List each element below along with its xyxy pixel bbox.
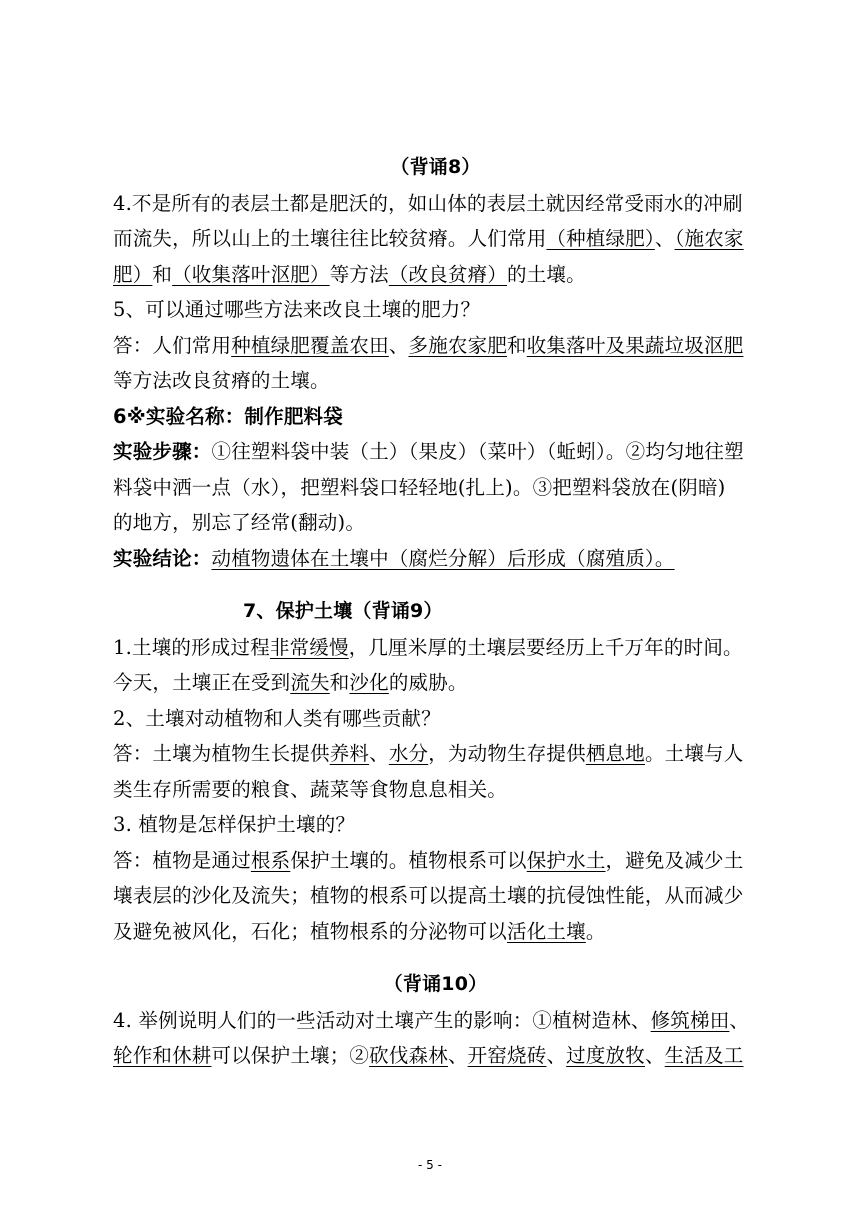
underlined-answer: 养料 (329, 742, 370, 765)
text-line (113, 363, 758, 399)
text-segment: 。土壤与人 (644, 742, 744, 765)
bold-label: 实验步骤： (113, 440, 212, 463)
section-heading (113, 594, 758, 630)
underlined-answer: 生活及工 (664, 1044, 744, 1067)
section-heading (113, 150, 758, 186)
underlined-answer: 动植物遗体在土壤中（腐烂分解）后形成（腐殖质）。 (211, 546, 675, 570)
text-line (113, 1038, 758, 1074)
text-segment: 答：土壤为植物生长提供 (113, 742, 330, 765)
text-line (113, 399, 758, 435)
bold-label: 实验结论： (113, 546, 212, 570)
text-segment: 、 (729, 1008, 750, 1032)
underlined-answer: 根系 (250, 848, 291, 872)
underlined-answer: 非常缓慢 (269, 635, 349, 659)
text-segment: ，避免及减少土 (605, 848, 744, 872)
text-line (113, 736, 758, 772)
underlined-answer: 砍伐森林 (369, 1044, 448, 1067)
underlined-answer: 水分 (388, 742, 429, 765)
text-segment: （背诵8） (390, 156, 481, 178)
text-segment: 等方法改良贫瘠的土壤。 (113, 369, 330, 392)
underlined-answer: 轮作和休耕 (113, 1044, 212, 1067)
text-line (113, 186, 758, 222)
text-line (113, 701, 758, 737)
text-segment: 和 (507, 333, 527, 357)
text-line (113, 665, 758, 701)
text-line (113, 292, 758, 328)
text-segment: 4. 举例说明人们的一些活动对土壤产生的影响：①植树造林、 (113, 1008, 651, 1032)
underlined-answer: 活化土壤 (507, 919, 586, 943)
text-segment: 4.不是所有的表层土都是肥沃的，如山体的表层土就因经常受雨水的冲刷 (113, 191, 743, 215)
text-segment: 、 (369, 742, 389, 765)
text-segment: ①往塑料袋中装（土）（果皮）（菜叶）（蚯蚓）。②均匀地往塑 (211, 440, 744, 463)
underlined-answer: 沙化 (349, 671, 389, 694)
underlined-answer: 开窑烧砖 (467, 1044, 547, 1067)
text-segment: 料袋中洒一点（水），把塑料袋口轻轻地(扎上)。③把塑料袋放在(阴暗) (113, 475, 726, 499)
text-segment: 7、保护土壤（背诵9） (243, 600, 443, 622)
text-line (113, 807, 758, 843)
text-segment: ，为动物生存提供 (428, 742, 586, 765)
text-line (113, 257, 758, 293)
text-segment: 等方法 (329, 262, 389, 286)
document-page (113, 150, 758, 1074)
text-segment: 答：人们常用 (113, 333, 232, 357)
underlined-answer: （改良贫瘠） (388, 262, 508, 286)
text-line (113, 843, 758, 879)
underlined-answer: 种植绿肥覆盖农田 (231, 333, 389, 357)
text-segment: 和 (152, 262, 173, 286)
underlined-answer: 栖息地 (585, 742, 645, 765)
text-segment: 、 (388, 333, 409, 357)
text-segment: 而流失，所以山上的土壤往往比较贫瘠。人们常用 (113, 227, 547, 250)
text-line (113, 878, 758, 914)
text-segment: 5、可以通过哪些方法来改良土壤的肥力？ (113, 298, 481, 321)
text-segment: 类生存所需要的粮食、蔬菜等食物息息相关。 (113, 777, 508, 801)
text-segment: 3. 植物是怎样保护土壤的？ (113, 813, 356, 836)
underlined-answer: 保护水土 (526, 848, 606, 872)
text-segment: 的土壤。 (507, 262, 586, 286)
text-line (113, 541, 758, 577)
text-segment: 、 (546, 1044, 567, 1067)
text-segment: ，几厘米厚的土壤层要经历上千万年的时间。 (348, 635, 743, 659)
underlined-answer: 修筑梯田 (650, 1008, 730, 1032)
underlined-answer: （种植绿肥） (546, 227, 655, 250)
text-segment: 可以保护土壤；② (211, 1044, 370, 1067)
text-segment: 的地方，别忘了经常(翻动)。 (113, 511, 366, 534)
text-segment: 1.土壤的形成过程 (113, 635, 270, 659)
text-segment: 、 (644, 1044, 665, 1067)
text-line (113, 505, 758, 541)
text-line (113, 630, 758, 666)
text-segment: 答：植物是通过 (113, 848, 251, 872)
text-line (113, 221, 758, 257)
text-line (113, 772, 758, 808)
text-line (113, 328, 758, 364)
text-segment: 和 (329, 671, 350, 694)
text-segment: 及避免被风化，石化；植物根系的分泌物可以 (113, 919, 508, 943)
underlined-answer: 过度放牧 (566, 1044, 645, 1067)
text-segment: 壤表层的沙化及流失；植物的根系可以提高土壤的抗侵蚀性能，从而减少 (113, 884, 744, 907)
underlined-answer: 多施农家肥 (408, 333, 508, 357)
text-segment: 2、土壤对动植物和人类有哪些贡献？ (113, 706, 441, 730)
text-segment: 、 (447, 1044, 468, 1067)
text-segment: 保护土壤的。植物根系可以 (290, 848, 527, 872)
text-line (113, 914, 758, 950)
page-number: - 5 - (418, 1158, 442, 1172)
text-segment: 、 (654, 227, 675, 250)
text-line (113, 1003, 758, 1039)
text-line (113, 434, 758, 470)
section-heading (113, 967, 758, 1003)
underlined-answer: （施农家 (674, 227, 744, 250)
text-segment: （背诵10） (383, 973, 488, 995)
underlined-answer: 收集落叶及果蔬垃圾沤肥 (526, 333, 744, 357)
section-gap (113, 949, 758, 967)
section-gap (113, 576, 758, 594)
text-segment: 今天，土壤正在受到 (113, 671, 291, 694)
underlined-answer: （收集落叶沤肥） (172, 262, 330, 286)
text-segment: 。 (585, 919, 606, 943)
bold-label: 6※实验名称：制作肥料袋 (113, 404, 343, 428)
underlined-answer: 流失 (290, 671, 330, 694)
text-line (113, 470, 758, 506)
text-segment: 的威胁。 (388, 671, 468, 694)
underlined-answer: 肥） (113, 262, 153, 286)
